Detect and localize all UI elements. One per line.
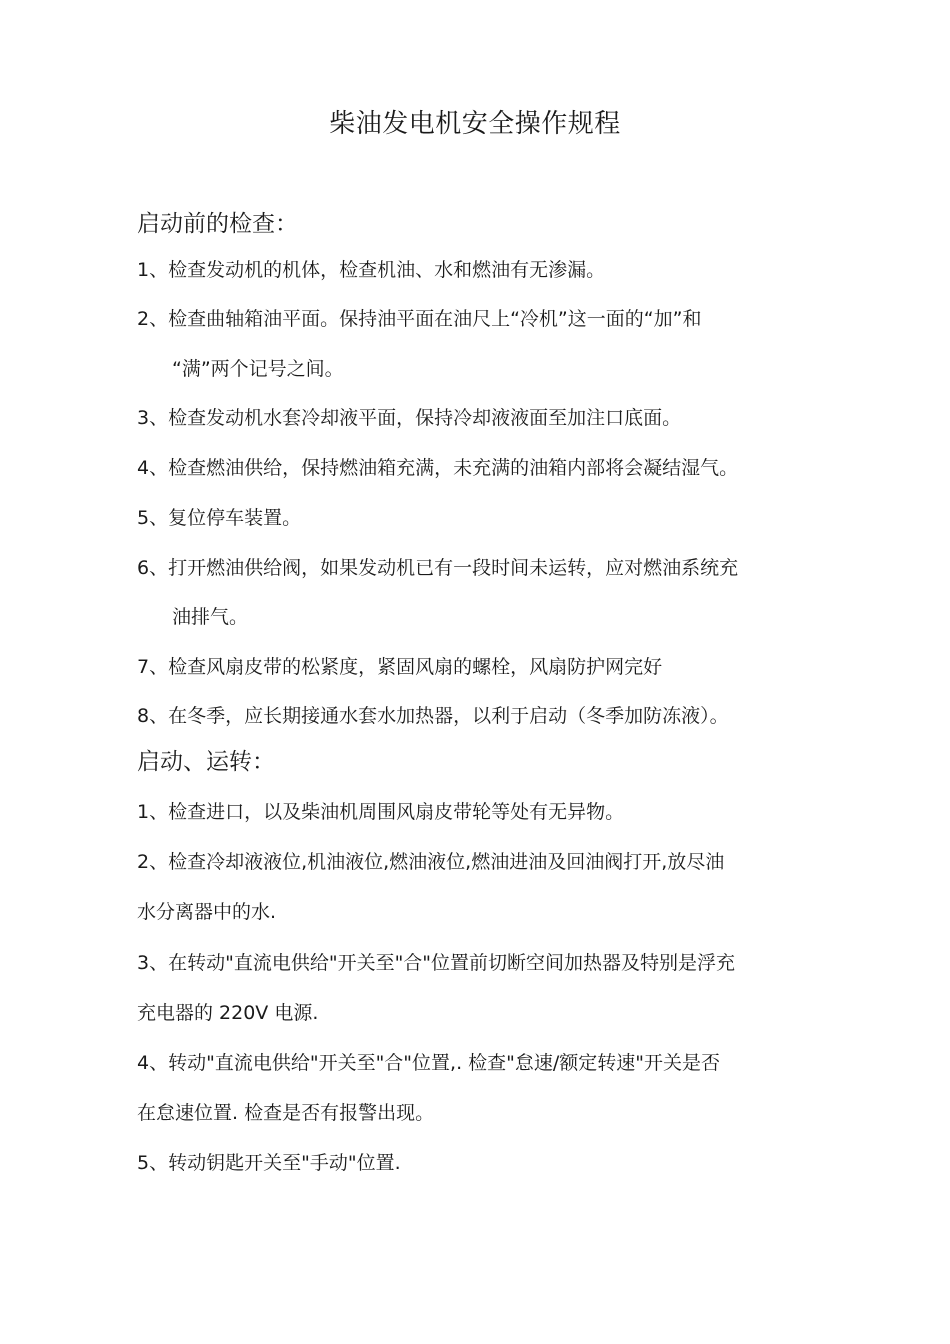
section-heading-start-run: 启动、运转： <box>137 749 275 775</box>
paragraph-line: 在怠速位置. 检查是否有报警出现。 <box>137 1102 435 1124</box>
paragraph-line: 1、检查进口，以及柴油机周围风扇皮带轮等处有无异物。 <box>137 801 625 823</box>
paragraph-line: 8、在冬季，应长期接通水套水加热器，以利于启动（冬季加防冻液）。 <box>137 705 729 727</box>
paragraph-line: 4、转动"直流电供给"开关至"合"位置,. 检查"怠速/额定转速"开关是否 <box>137 1052 721 1074</box>
paragraph-line: 水分离器中的水. <box>137 901 277 923</box>
paragraph-line: 2、检查冷却液液位,机油液位,燃油液位,燃油进油及回油阀打开,放尽油 <box>137 851 725 873</box>
document-title: 柴油发电机安全操作规程 <box>329 109 621 139</box>
paragraph-line: 7、检查风扇皮带的松紧度，紧固风扇的螺栓，风扇防护网完好 <box>137 656 663 678</box>
paragraph-line: 充电器的 220V 电源. <box>137 1002 319 1024</box>
paragraph-line: 5、转动钥匙开关至"手动"位置. <box>137 1152 401 1174</box>
paragraph-line: “满”两个记号之间。 <box>172 358 344 380</box>
paragraph-line: 3、在转动"直流电供给"开关至"合"位置前切断空间加热器及特别是浮充 <box>137 952 736 974</box>
paragraph-line: 5、复位停车装置。 <box>137 507 302 529</box>
paragraph-line: 3、检查发动机水套冷却液平面，保持冷却液液面至加注口底面。 <box>137 407 682 429</box>
paragraph-line: 2、检查曲轴箱油平面。保持油平面在油尺上“冷机”这一面的“加”和 <box>137 308 702 330</box>
paragraph-line: 油排气。 <box>172 606 249 628</box>
section-heading-pre-start-checks: 启动前的检查： <box>137 211 298 237</box>
paragraph-line: 1、检查发动机的机体，检查机油、水和燃油有无渗漏。 <box>137 259 606 281</box>
paragraph-line: 4、检查燃油供给，保持燃油箱充满，未充满的油箱内部将会凝结湿气。 <box>137 457 739 479</box>
paragraph-line: 6、打开燃油供给阀，如果发动机已有一段时间未运转，应对燃油系统充 <box>137 557 739 579</box>
